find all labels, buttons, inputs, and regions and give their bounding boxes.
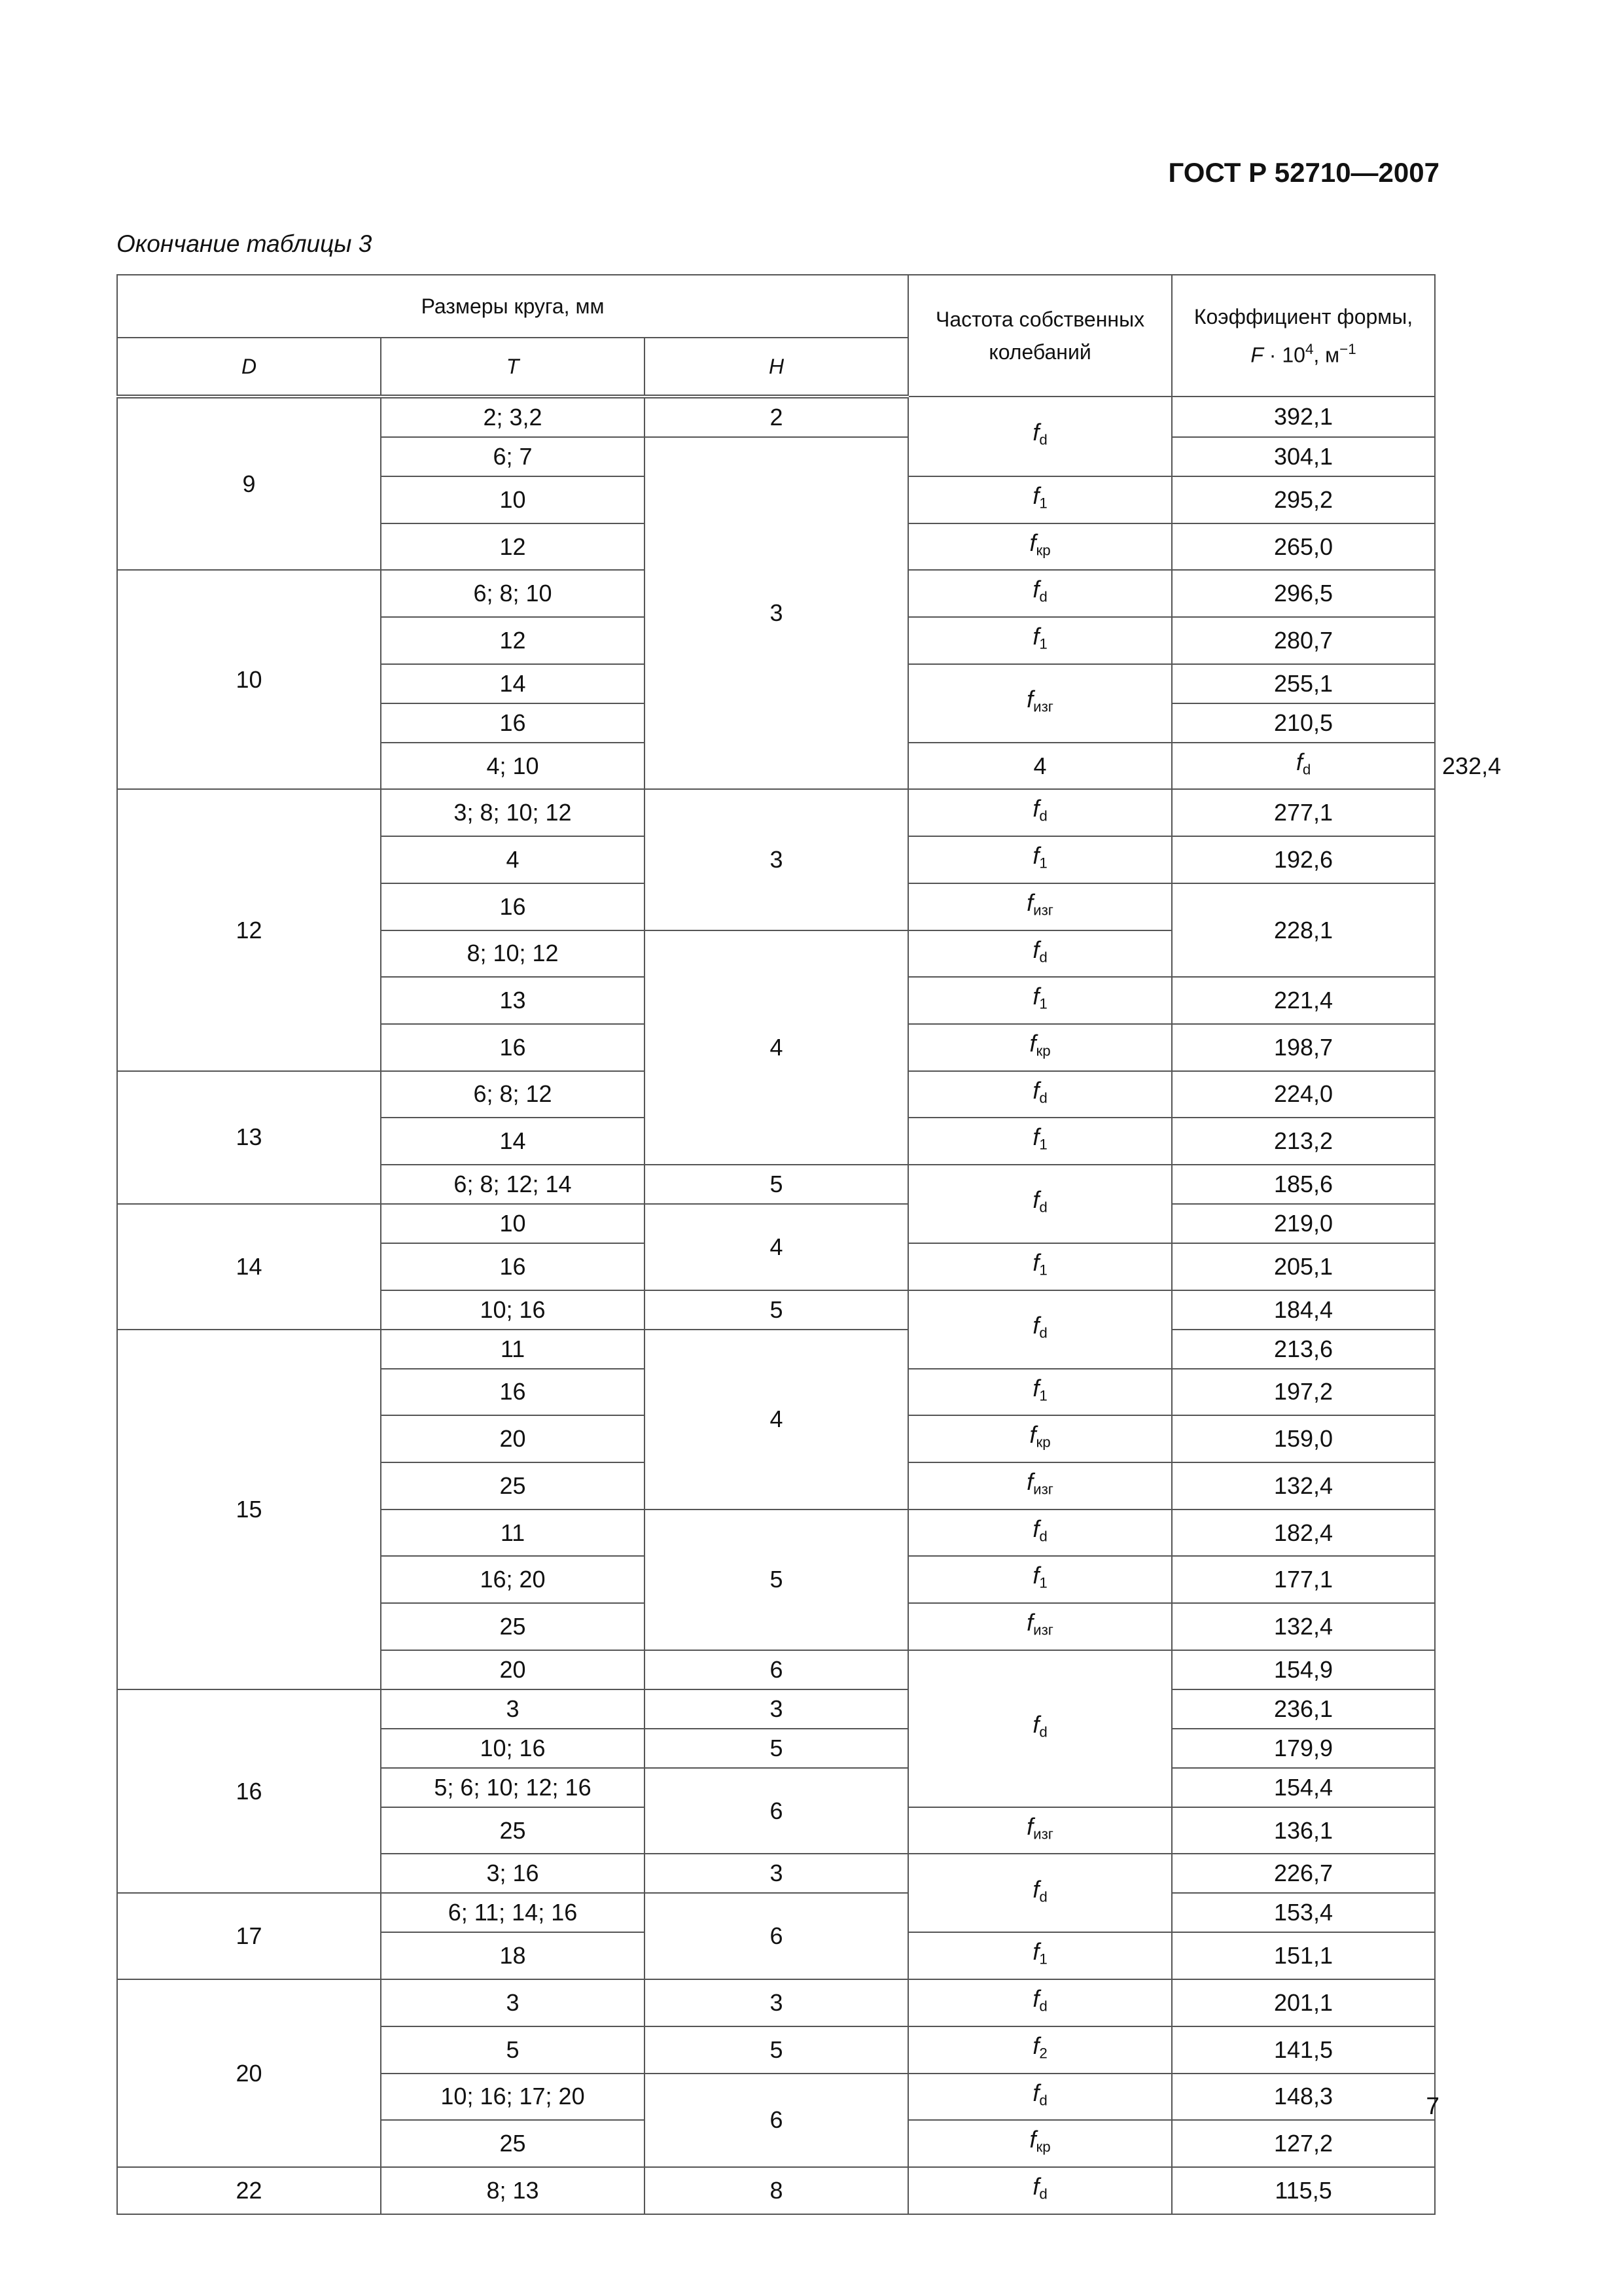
frequency-subscript: d — [1039, 2092, 1048, 2109]
cell-shape-coefficient: 277,1 — [1172, 789, 1435, 836]
cell-thickness: 6; 8; 12 — [381, 1071, 644, 1118]
cell-thickness: 10; 16 — [381, 1290, 644, 1330]
cell-thickness: 3; 16 — [381, 1854, 644, 1893]
cell-thickness: 16 — [381, 1024, 644, 1071]
frequency-subscript: 2 — [1039, 2045, 1048, 2062]
frequency-subscript: 1 — [1039, 855, 1048, 872]
table-row: 4; 10 4 $f_d$ 232,4 — [117, 743, 1435, 790]
frequency-subscript: d — [1039, 1723, 1048, 1740]
cell-frequency — [908, 1556, 1172, 1603]
frequency-symbol: f — [1033, 2032, 1040, 2059]
frequency-subscript: d — [1039, 808, 1048, 825]
cell-thickness: 10 — [381, 476, 644, 523]
frequency-subscript: d — [1039, 2185, 1048, 2202]
cell-thickness: 11 — [381, 1510, 644, 1557]
cell-frequency — [908, 1024, 1172, 1071]
frequency-subscript: d — [1039, 1199, 1048, 1216]
cell-shape-coefficient: 201,1 — [1172, 1979, 1435, 2026]
cell-shape-coefficient: 177,1 — [1172, 1556, 1435, 1603]
cell-thickness: 6; 8; 10 — [381, 570, 644, 617]
frequency-subscript: кр — [1036, 1434, 1051, 1451]
cell-hole: 4 — [908, 743, 1172, 790]
cell-frequency — [908, 1979, 1172, 2026]
cell-thickness: 20 — [381, 1415, 644, 1462]
cell-hole: 5 — [644, 1165, 908, 1204]
frequency-subscript: кр — [1036, 2138, 1051, 2155]
cell-thickness: 10 — [381, 1204, 644, 1243]
table-body — [117, 397, 1502, 2214]
table-row — [117, 1330, 1435, 1369]
cell-frequency — [908, 2167, 1172, 2214]
cell-thickness: 25 — [381, 2120, 644, 2167]
cell-thickness: 14 — [381, 1118, 644, 1165]
frequency-symbol: f — [1033, 1938, 1040, 1966]
cell-frequency — [908, 1290, 1172, 1369]
cell-thickness: 16 — [381, 1243, 644, 1290]
frequency-subscript: изг — [1033, 902, 1053, 919]
cell-thickness: 4 — [381, 836, 644, 883]
cell-frequency — [1172, 743, 1435, 790]
frequency-symbol: f — [1027, 685, 1034, 713]
frequency-symbol: f — [1033, 623, 1040, 650]
cell-shape-coefficient: 236,1 — [1172, 1689, 1435, 1729]
cell-shape-coefficient: 132,4 — [1172, 1603, 1435, 1650]
cell-shape-coefficient: 221,4 — [1172, 977, 1435, 1024]
cell-thickness: 20 — [381, 1650, 644, 1689]
frequency-subscript: изг — [1033, 1481, 1053, 1498]
cell-shape-coefficient: 296,5 — [1172, 570, 1435, 617]
frequency-symbol: f — [1033, 1562, 1040, 1589]
cell-shape-coefficient: 132,4 — [1172, 1462, 1435, 1510]
cell-frequency — [908, 1462, 1172, 1510]
cell-shape-coefficient: 198,7 — [1172, 1024, 1435, 1071]
frequency-symbol: f — [1033, 1076, 1040, 1104]
header-d: D — [117, 338, 381, 397]
cell-thickness: 3 — [381, 1689, 644, 1729]
cell-shape-coefficient: 226,7 — [1172, 1854, 1435, 1893]
frequency-symbol: f — [1027, 1468, 1034, 1495]
cell-frequency — [908, 570, 1172, 617]
cell-shape-coefficient: 127,2 — [1172, 2120, 1435, 2167]
frequency-symbol: f — [1027, 1812, 1034, 1840]
frequency-subscript: d — [1039, 431, 1048, 448]
cell-frequency — [908, 1165, 1172, 1243]
frequency-subscript: изг — [1033, 698, 1053, 715]
cell-thickness: 14 — [381, 664, 644, 703]
cell-hole: 8 — [644, 2167, 908, 2214]
frequency-symbol: f — [1029, 1029, 1036, 1057]
cell-shape-coefficient: 159,0 — [1172, 1415, 1435, 1462]
cell-frequency — [908, 476, 1172, 523]
cell-shape-coefficient: 141,5 — [1172, 2026, 1435, 2074]
cell-hole: 6 — [644, 1893, 908, 1979]
cell-thickness: 18 — [381, 1932, 644, 1979]
cell-frequency — [908, 664, 1172, 743]
frequency-subscript: 1 — [1039, 995, 1048, 1012]
page-number: 7 — [1426, 2093, 1439, 2119]
cell-shape-coefficient: 210,5 — [1172, 703, 1435, 743]
cell-thickness: 4; 10 — [381, 743, 644, 790]
cell-shape-coefficient: 151,1 — [1172, 1932, 1435, 1979]
frequency-symbol: f — [1033, 482, 1040, 509]
frequency-subscript: 1 — [1039, 1387, 1048, 1404]
cell-shape-coefficient: 304,1 — [1172, 437, 1435, 476]
cell-hole: 3 — [644, 1979, 908, 2026]
frequency-subscript: 1 — [1039, 635, 1048, 652]
header-coef-unit: , м — [1313, 343, 1340, 367]
cell-frequency — [908, 1603, 1172, 1650]
cell-diameter: 12 — [117, 789, 381, 1070]
cell-hole: 5 — [644, 1290, 908, 1330]
table-row — [117, 2167, 1435, 2214]
cell-shape-coefficient: 197,2 — [1172, 1369, 1435, 1416]
frequency-subscript: d — [1039, 1324, 1048, 1341]
cell-thickness: 12 — [381, 617, 644, 664]
table-row — [117, 789, 1435, 836]
table-row — [117, 1204, 1435, 1243]
cell-shape-coefficient: 148,3 — [1172, 2074, 1435, 2121]
header-coef-unit-exp: −1 — [1339, 340, 1356, 357]
table-row — [117, 1893, 1435, 1932]
cell-thickness: 3; 8; 10; 12 — [381, 789, 644, 836]
frequency-subscript: 1 — [1039, 1136, 1048, 1153]
cell-hole: 5 — [644, 1510, 908, 1650]
cell-hole: 3 — [644, 437, 908, 789]
cell-thickness: 16 — [381, 883, 644, 930]
cell-shape-coefficient: 154,9 — [1172, 1650, 1435, 1689]
frequency-subscript: d — [1039, 589, 1048, 606]
cell-shape-coefficient: 392,1 — [1172, 397, 1435, 437]
header-h: H — [644, 338, 908, 397]
header-wheel-sizes: Размеры круга, мм — [117, 275, 908, 338]
cell-hole: 3 — [644, 1689, 908, 1729]
frequency-symbol: f — [1027, 889, 1034, 916]
cell-diameter: 16 — [117, 1689, 381, 1894]
frequency-subscript: изг — [1033, 1621, 1053, 1638]
table-row — [117, 1979, 1435, 2026]
cell-frequency — [908, 1243, 1172, 1290]
table-caption: Окончание таблицы 3 — [116, 230, 372, 257]
cell-thickness: 10; 16 — [381, 1729, 644, 1768]
cell-thickness: 16 — [381, 703, 644, 743]
frequency-subscript: изг — [1033, 1826, 1053, 1843]
cell-shape-coefficient: 295,2 — [1172, 476, 1435, 523]
cell-frequency — [908, 836, 1172, 883]
frequency-symbol: f — [1033, 1123, 1040, 1151]
cell-thickness: 16; 20 — [381, 1556, 644, 1603]
cell-hole: 6 — [644, 1768, 908, 1854]
frequency-subscript: d — [1039, 1888, 1048, 1905]
frequency-subscript: 1 — [1039, 495, 1048, 512]
cell-frequency — [908, 2026, 1172, 2074]
frequency-symbol: f — [1033, 1875, 1040, 1903]
cell-hole: 3 — [644, 789, 908, 930]
cell-thickness: 5 — [381, 2026, 644, 2074]
frequency-symbol: f — [1033, 2172, 1040, 2200]
cell-hole: 2 — [644, 397, 908, 437]
table-row — [117, 1689, 1435, 1729]
cell-shape-coefficient: 213,6 — [1172, 1330, 1435, 1369]
header-t: T — [381, 338, 644, 397]
cell-frequency — [908, 1650, 1172, 1807]
cell-frequency — [908, 1415, 1172, 1462]
cell-shape-coefficient: 280,7 — [1172, 617, 1435, 664]
cell-thickness: 6; 7 — [381, 437, 644, 476]
cell-shape-coefficient: 205,1 — [1172, 1243, 1435, 1290]
cell-shape-coefficient: 255,1 — [1172, 664, 1435, 703]
cell-thickness: 6; 8; 12; 14 — [381, 1165, 644, 1204]
frequency-symbol: f — [1033, 1311, 1040, 1339]
cell-thickness: 25 — [381, 1462, 644, 1510]
cell-diameter: 10 — [117, 570, 381, 789]
cell-diameter: 9 — [117, 397, 381, 570]
cell-thickness: 2; 3,2 — [381, 397, 644, 437]
cell-frequency — [908, 1118, 1172, 1165]
frequency-symbol: f — [1033, 795, 1040, 822]
cell-diameter: 22 — [117, 2167, 381, 2214]
cell-frequency — [908, 617, 1172, 664]
cell-shape-coefficient: 182,4 — [1172, 1510, 1435, 1557]
cell-shape-coefficient: 219,0 — [1172, 1204, 1435, 1243]
cell-hole: 6 — [644, 1650, 908, 1689]
header-coef-label: Коэффициент формы, — [1193, 304, 1413, 328]
frequency-subscript: 1 — [1039, 1262, 1048, 1279]
frequency-symbol: f — [1033, 1248, 1040, 1276]
cell-frequency — [908, 930, 1172, 978]
cell-frequency — [908, 2074, 1172, 2121]
cell-frequency — [908, 1854, 1172, 1932]
cell-thickness: 12 — [381, 523, 644, 571]
cell-shape-coefficient: 265,0 — [1172, 523, 1435, 571]
frequency-symbol: f — [1029, 1421, 1036, 1449]
header-shape-coefficient — [1172, 275, 1435, 397]
cell-frequency — [908, 883, 1172, 930]
cell-shape-coefficient: 213,2 — [1172, 1118, 1435, 1165]
cell-hole: 4 — [644, 1204, 908, 1290]
cell-shape-coefficient: 192,6 — [1172, 836, 1435, 883]
cell-frequency — [908, 789, 1172, 836]
cell-shape-coefficient: 228,1 — [1172, 883, 1435, 977]
cell-hole: 3 — [644, 1854, 908, 1893]
cell-thickness: 10; 16; 17; 20 — [381, 2074, 644, 2121]
cell-diameter: 20 — [117, 1979, 381, 2167]
cell-shape-coefficient: 115,5 — [1172, 2167, 1435, 2214]
cell-frequency — [908, 397, 1172, 476]
cell-thickness: 13 — [381, 977, 644, 1024]
frequency-subscript: d — [1039, 949, 1048, 966]
frequency-symbol: f — [1033, 419, 1040, 446]
cell-shape-coefficient: 179,9 — [1172, 1729, 1435, 1768]
table-row — [117, 397, 1435, 437]
frequency-subscript: 1 — [1039, 1951, 1048, 1968]
frequency-symbol: f — [1033, 2079, 1040, 2106]
cell-shape-coefficient: 185,6 — [1172, 1165, 1435, 1204]
cell-frequency — [908, 1369, 1172, 1416]
cell-hole: 5 — [644, 2026, 908, 2074]
cell-shape-coefficient: 136,1 — [1172, 1807, 1435, 1854]
header-coef-mult: · 10 — [1263, 343, 1305, 367]
cell-shape-coefficient: 224,0 — [1172, 1071, 1435, 1118]
cell-diameter: 14 — [117, 1204, 381, 1330]
frequency-symbol: f — [1033, 1374, 1040, 1402]
header-coef-exp: 4 — [1305, 340, 1314, 357]
frequency-subscript: кр — [1036, 542, 1051, 559]
frequency-subscript: 1 — [1039, 1575, 1048, 1592]
cell-diameter: 13 — [117, 1071, 381, 1204]
cell-shape-coefficient: 184,4 — [1172, 1290, 1435, 1330]
cell-thickness: 8; 10; 12 — [381, 930, 644, 978]
cell-frequency — [908, 977, 1172, 1024]
cell-thickness: 3 — [381, 1979, 644, 2026]
frequency-subscript: d — [1039, 1528, 1048, 1545]
cell-thickness: 5; 6; 10; 12; 16 — [381, 1768, 644, 1807]
cell-thickness: 11 — [381, 1330, 644, 1369]
frequency-symbol: f — [1033, 1186, 1040, 1214]
frequency-table — [116, 274, 1502, 2215]
cell-thickness: 25 — [381, 1603, 644, 1650]
cell-frequency — [908, 1071, 1172, 1118]
cell-frequency — [908, 2120, 1172, 2167]
cell-diameter: 15 — [117, 1330, 381, 1689]
frequency-symbol: f — [1033, 936, 1040, 963]
cell-hole: 4 — [644, 930, 908, 1165]
frequency-symbol: f — [1033, 842, 1040, 870]
cell-frequency — [908, 1932, 1172, 1979]
cell-thickness: 25 — [381, 1807, 644, 1854]
cell-frequency — [908, 1510, 1172, 1557]
cell-thickness: 16 — [381, 1369, 644, 1416]
frequency-subscript: d — [1039, 1998, 1048, 2015]
frequency-subscript: d — [1039, 1089, 1048, 1106]
frequency-subscript: d — [1302, 761, 1311, 778]
frequency-symbol: f — [1033, 576, 1040, 603]
cell-thickness: 6; 11; 14; 16 — [381, 1893, 644, 1932]
cell-thickness: 8; 13 — [381, 2167, 644, 2214]
cell-hole: 6 — [644, 2074, 908, 2167]
cell-shape-coefficient: 153,4 — [1172, 1893, 1435, 1932]
cell-frequency — [908, 1807, 1172, 1854]
cell-hole: 4 — [644, 1330, 908, 1510]
frequency-symbol: f — [1033, 1710, 1040, 1738]
frequency-symbol: f — [1033, 1515, 1040, 1542]
standard-designation: ГОСТ Р 52710—2007 — [1168, 157, 1439, 188]
header-coef-symbol: F — [1250, 343, 1263, 367]
frequency-subscript: кр — [1036, 1042, 1051, 1059]
frequency-symbol: f — [1027, 1609, 1034, 1636]
cell-hole: 5 — [644, 1729, 908, 1768]
cell-diameter: 17 — [117, 1893, 381, 1979]
frequency-symbol: f — [1033, 983, 1040, 1010]
header-frequency — [908, 275, 1172, 397]
cell-shape-coefficient: 154,4 — [1172, 1768, 1435, 1807]
frequency-symbol: f — [1296, 748, 1303, 775]
frequency-symbol: f — [1029, 2126, 1036, 2153]
frequency-symbol: f — [1029, 529, 1036, 556]
frequency-symbol: f — [1033, 1985, 1040, 2013]
header-frequency-text: Частота собственных колебаний — [936, 308, 1145, 364]
cell-frequency — [908, 523, 1172, 571]
